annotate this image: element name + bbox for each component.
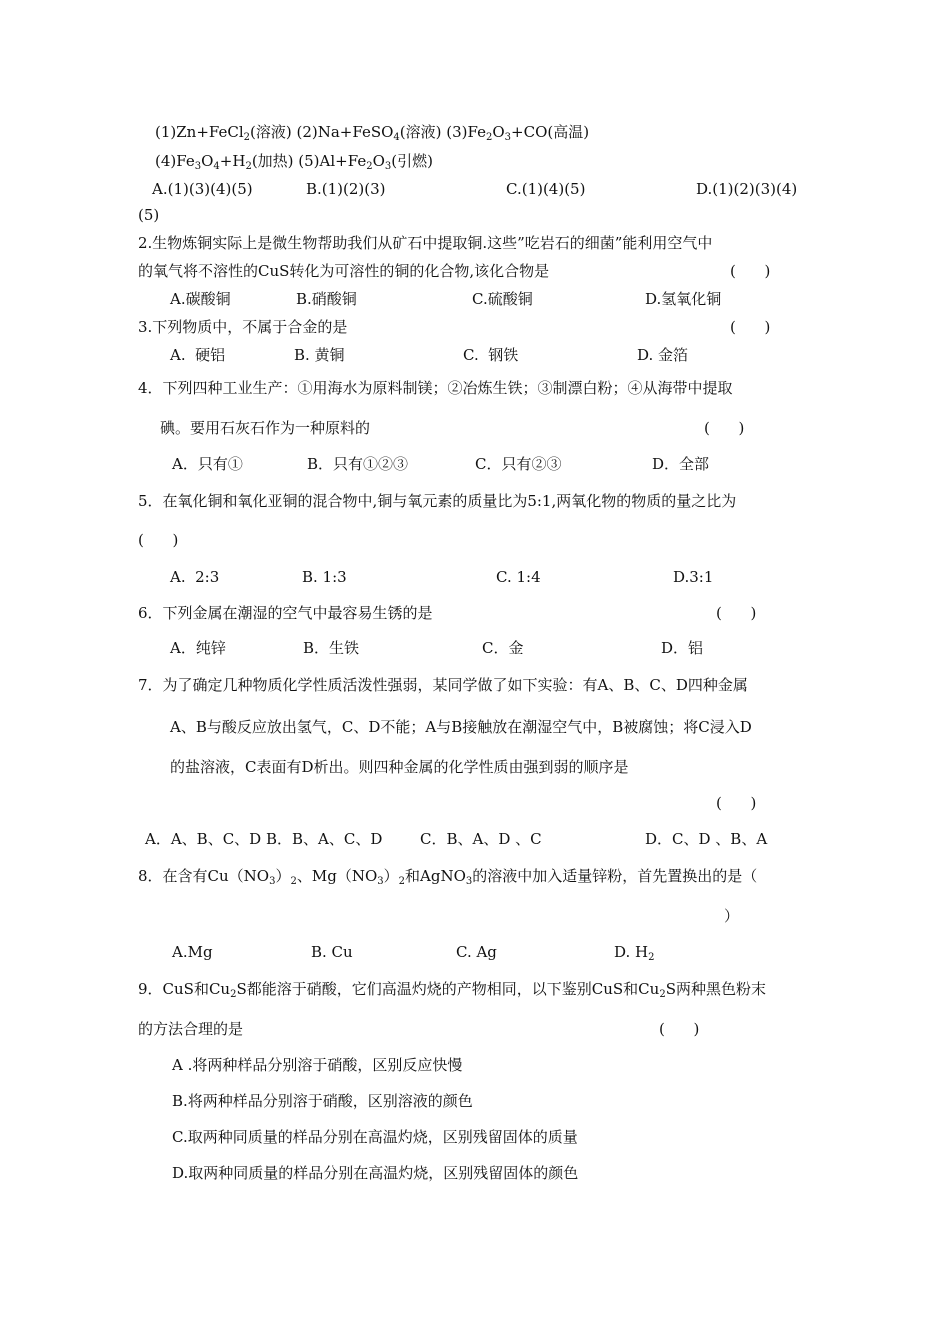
q7-stem-line-2: A、B与酸反应放出氢气，C、D不能；A与B接触放在潮湿空气中，B被腐蚀；将C浸入D <box>170 718 752 736</box>
q5-option-d: D.3:1 <box>673 568 714 586</box>
q4-option-b: B．只有①②③ <box>307 455 409 473</box>
q4-option-c: C．只有②③ <box>475 455 562 473</box>
q2-option-b: B.硝酸铜 <box>296 290 357 308</box>
q2-option-c: C.硫酸铜 <box>472 290 533 308</box>
q2-answer-paren: ( ) <box>730 262 771 280</box>
q1-line-1: (1)Zn+FeCl$_2$(溶液) (2)Na+FeSO$_4$(溶液) $(3)Fe_2O_3+CO$(高温) <box>155 123 590 143</box>
q6-option-a: A．纯锌 <box>170 639 226 657</box>
q5-stem-line-1: 5．在氧化铜和氧化亚铜的混合物中,铜与氧元素的质量比为5:1,两氧化物的物质的量之比为 <box>138 492 737 510</box>
q7-option-c: C．B、A、D 、C <box>420 830 542 848</box>
q4-answer-paren: ( ) <box>704 419 745 437</box>
q5-option-c: C. 1:4 <box>496 568 541 586</box>
q4-stem-line-1: 4．下列四种工业生产：①用海水为原料制镁；②冶炼生铁；③制漂白粉；④从海带中提取 <box>138 379 733 397</box>
q1-option-a: A.(1)(3)(4)(5) <box>152 180 253 198</box>
q9-stem-line-1: 9．CuS和$Cu_2S$都能溶于硝酸，它们高温灼烧的产物相同，以下鉴别CuS和$Cu_2S$两种黑色粉末 <box>138 980 766 1000</box>
q1-option-d: D.(1)(2)(3)(4) <box>696 180 798 198</box>
q5-answer-paren: ( ) <box>138 531 179 549</box>
q3-option-a: A. 硬铝 <box>170 346 226 364</box>
q9-option-a: A .将两种样品分别溶于硝酸，区别反应快慢 <box>172 1056 463 1074</box>
q9-option-b: B.将两种样品分别溶于硝酸，区别溶液的颜色 <box>172 1092 473 1110</box>
q3-option-c: C. 钢铁 <box>463 346 519 364</box>
q2-option-d: D.氢氧化铜 <box>645 290 722 308</box>
q8-answer-paren: ） <box>724 907 740 925</box>
q1-line-2: $(4)Fe_3O_4+H_2$(加热) $(5)Al+Fe_2O_3$(引燃) <box>155 152 433 172</box>
q8-option-d: D. $H_2$ <box>614 943 655 963</box>
q5-option-a: A. 2:3 <box>170 568 220 586</box>
q9-option-d: D.取两种同质量的样品分别在高温灼烧，区别残留固体的颜色 <box>172 1164 579 1182</box>
q8-option-b: B. Cu <box>311 943 353 961</box>
q7-stem-line-1: 7．为了确定几种物质化学性质活泼性强弱，某同学做了如下实验：有A、B、C、D四种金属 <box>138 676 748 694</box>
q9-answer-paren: ( ) <box>659 1020 700 1038</box>
q8-option-a: A.Mg <box>172 943 213 961</box>
q4-option-d: D．全部 <box>652 455 710 473</box>
q2-stem-line-2: 的氧气将不溶性的CuS转化为可溶性的铜的化合物,该化合物是 <box>138 262 550 280</box>
q7-answer-paren: ( ) <box>716 794 757 812</box>
q8-stem-line-1: 8．在含有$Cu(NO_3)_2$、$Mg(NO_3)_2$和AgNO$_3$的溶液中加入适量锌粉，首先置换出的是（ <box>138 867 758 887</box>
q1-option-b: B.(1)(2)(3) <box>306 180 386 198</box>
q5-option-b: B. 1:3 <box>302 568 347 586</box>
q6-option-c: C．金 <box>482 639 524 657</box>
q3-option-d: D. 金箔 <box>637 346 689 364</box>
q2-stem-line-1: 2.生物炼铜实际上是微生物帮助我们从矿石中提取铜.这些”吃岩石的细菌”能利用空气中 <box>138 234 713 252</box>
q4-option-a: A．只有① <box>172 455 243 473</box>
q7-option-b: B．B、A、C、D <box>266 830 383 848</box>
q7-stem-line-3: 的盐溶液，C表面有D析出。则四种金属的化学性质由强到弱的顺序是 <box>170 758 629 776</box>
q3-answer-paren: ( ) <box>730 318 771 336</box>
q9-option-c: C.取两种同质量的样品分别在高温灼烧，区别残留固体的质量 <box>172 1128 578 1146</box>
q6-option-d: D．铝 <box>661 639 704 657</box>
q9-stem-line-2: 的方法合理的是 <box>138 1020 244 1038</box>
q8-option-c: C. Ag <box>456 943 497 961</box>
q7-option-a: A．A、B、C、D <box>145 830 262 848</box>
q1-option-d-continued: (5) <box>138 206 160 224</box>
q4-stem-line-2: 碘。要用石灰石作为一种原料的 <box>160 419 371 437</box>
q7-option-d: D．C、D 、B、A <box>645 830 768 848</box>
q6-stem: 6．下列金属在潮湿的空气中最容易生锈的是 <box>138 604 433 622</box>
q6-answer-paren: ( ) <box>716 604 757 622</box>
q3-option-b: B. 黄铜 <box>294 346 345 364</box>
q6-option-b: B．生铁 <box>303 639 360 657</box>
q3-stem: 3.下列物质中，不属于合金的是 <box>138 318 348 336</box>
q1-option-c: C.(1)(4)(5) <box>506 180 586 198</box>
q2-option-a: A.碳酸铜 <box>170 290 231 308</box>
